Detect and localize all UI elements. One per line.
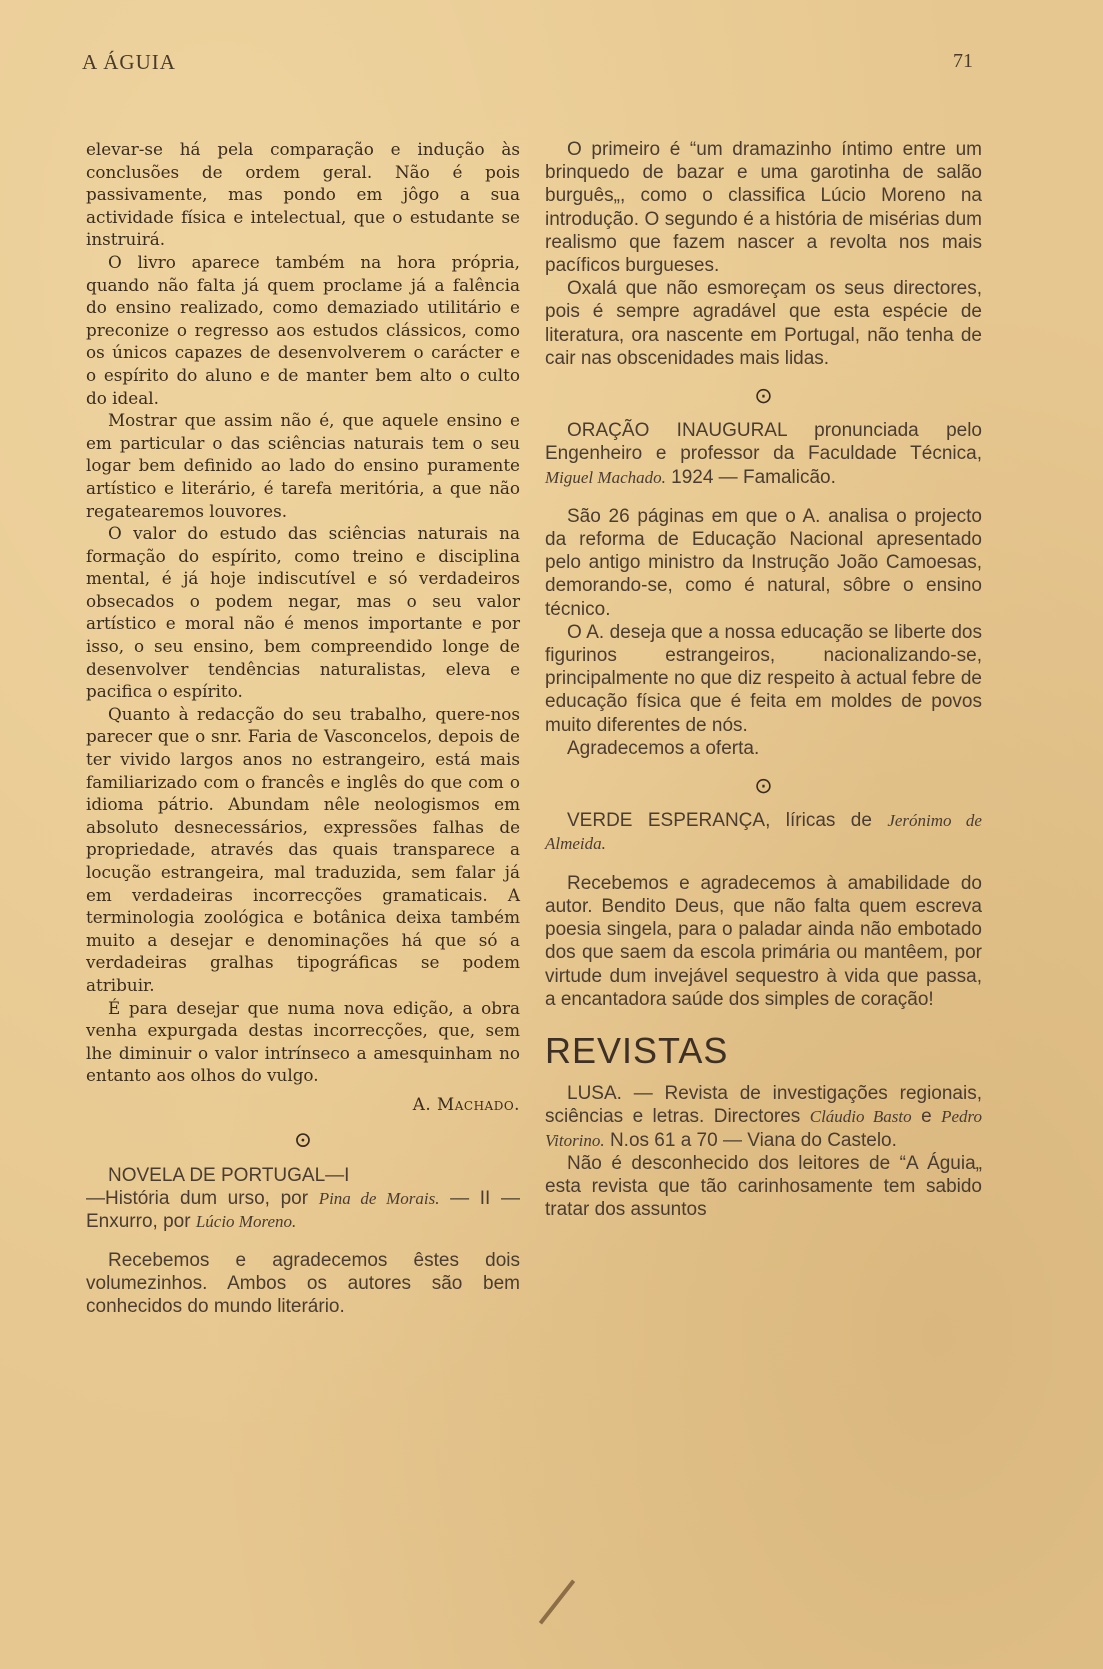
review-author: Lúcio Moreno. xyxy=(195,1212,297,1232)
page-header xyxy=(82,50,973,80)
oracao-title: ORAÇÃO INAUGURAL xyxy=(567,420,787,442)
review-subtitle: — II — Enxurro, por xyxy=(86,1188,520,1233)
verde-desc: líricas de xyxy=(770,810,888,832)
pencil-mark xyxy=(539,1579,575,1624)
lusa-and: e xyxy=(911,1106,942,1128)
review-author: Pina de Morais. xyxy=(318,1189,440,1209)
paragraph: Agradecemos a oferta. xyxy=(567,737,760,759)
paragraph: São 26 páginas em que o A. analisa o projecto da reforma de Educação Nacional apresentado pelo antigo ministro da Instrução João Camoesas, demorando-se, como é natural, sôbre o ensino técnico. xyxy=(545,505,982,620)
review-text: Recebemos e agradecemos êstes dois volumezinhos. Ambos os autores são bem conhecidos do mundo literário. xyxy=(86,1250,520,1318)
review-title: NOVELA DE PORTUGAL—I xyxy=(108,1165,350,1187)
oracao-place: 1924 — Famalicão. xyxy=(665,466,836,488)
paragraph: elevar-se há pela comparação e indução às conclusões de ordem geral. Não é pois passivamente, mas pondo em jôgo a sua actividade física e intelectual, que o estudante se instruirá. xyxy=(86,139,520,250)
paragraph: Oxalá que não esmoreçam os seus directores, pois é sempre agradável que esta espécie de literatura, ora nascente em Portugal, não tenha de cair nas obscenidades mais lidas. xyxy=(545,278,982,369)
separator-icon: ⊙ xyxy=(293,1127,313,1153)
page-number: 71 xyxy=(953,50,973,72)
running-head: A ÁGUIA xyxy=(82,50,176,74)
paragraph: O valor do estudo das sciências naturais na formação do espírito, como treino e disciplina mental, é já hoje indiscutível e só verdadeiros obsecados o podem negar, mas o seu valor artístico e moral não é menos importante e por isso, o seu ensino, bem compreendido longe de desenvolver tendências naturalistas, eleva e pacifica o espírito. xyxy=(86,523,520,702)
review-subtitle: —História dum urso, por xyxy=(86,1188,319,1210)
lusa-lead: LUSA. xyxy=(567,1083,622,1105)
lusa-desc: — Revista de investigações regionais, sciências e letras. Directores xyxy=(545,1083,982,1128)
verde-title: VERDE ESPERANÇA, xyxy=(567,810,771,832)
verde-heading xyxy=(545,809,982,855)
paragraph: É para desejar que numa nova edição, a obra venha expurgada destas incorrecções, que, sem lhe diminuir o valor intrínseco a amesquinham no entanto aos olhos do vulgo. xyxy=(86,997,520,1086)
paragraph: Recebemos e agradecemos à amabilidade do autor. Bendito Deus, que não falta quem escreva poesia singela, para o paladar ainda não embotado dos que saem da escola primária ou mantêem, por virtude dum invejável sequestro à vida que passa, a encantadora saúde dos simples de coração! xyxy=(545,872,982,1010)
section-heading: REVISTAS xyxy=(545,1029,729,1071)
right-column xyxy=(545,138,982,1221)
paragraph: O livro aparece também na hora própria, quando não falta já quem proclame já a falência do ensino realizado, como demaziado utilitário e preconize o regresso aos estudos clássicos, como os únicos capazes de desenvolverem o carácter e o espírito do aluno e de manter bem alto o culto do ideal. xyxy=(86,251,520,408)
lusa-entry xyxy=(545,1082,982,1152)
signature: A. Machado. xyxy=(412,1093,520,1114)
paragraph: O A. deseja que a nossa educação se liberte dos figurinos estrangeiros, nacionalizando-se, principalmente no que diz respeito à actual febre de educação física que é feita em moldes de povos muito diferentes de nós. xyxy=(545,621,982,736)
review-novela xyxy=(86,1164,520,1318)
paragraph: O primeiro é “um dramazinho íntimo entre um brinquedo de bazar e uma garotinha de salão burguês„, como o classifica Lúcio Moreno na introdução. O segundo é a história de misérias dum realismo que fazem nascer a revolta nos mais pacíficos burgueses. xyxy=(545,139,982,277)
verde-author: Jerónimo de Almeida. xyxy=(545,811,982,854)
lusa-director: Pedro Vitorino. xyxy=(545,1107,982,1150)
paragraph: Quanto à redacção do seu trabalho, quere-nos parecer que o snr. Faria de Vasconcelos, depois de ter vivido largos anos no estrangeiro, está mais familiarizado com o francês e inglês do que com o idioma pátrio. Abundam nêle neologismos em absoluto desnecessários, expressões falhas de propriedade, através das quais transparece a locução estrangeira, mal traduzida, sem falar já em verdadeiras incorrecções gramaticais. A terminologia zoológica e botânica deixa também muito a desejar e denominações há que só a verdadeiras gralhas tipográficas se podem atribuir. xyxy=(86,703,520,995)
oracao-author: Miguel Machado. xyxy=(545,467,666,487)
separator-icon: ⊙ xyxy=(754,383,773,409)
lusa-number: N.os 61 a 70 — Viana do Castelo. xyxy=(604,1129,897,1151)
review-heading xyxy=(86,1164,520,1233)
lusa-director: Cláudio Basto xyxy=(809,1107,912,1127)
left-column xyxy=(86,138,520,1318)
separator-icon: ⊙ xyxy=(754,773,773,799)
paragraph: Não é desconhecido dos leitores de “A Águia„ esta revista que tão carinhosamente tem sabido tratar dos assuntos xyxy=(545,1152,982,1221)
oracao-heading xyxy=(545,419,982,489)
paragraph: Mostrar que assim não é, que aquele ensino e em particular o das sciências naturais tem o seu logar bem definido ao lado do ensino puramente artístico e literário, é tarefa meritória, a que não regatearemos louvores. xyxy=(86,410,520,521)
oracao-desc: pronunciada pelo Engenheiro e professor da Faculdade Técnica, xyxy=(545,420,982,465)
